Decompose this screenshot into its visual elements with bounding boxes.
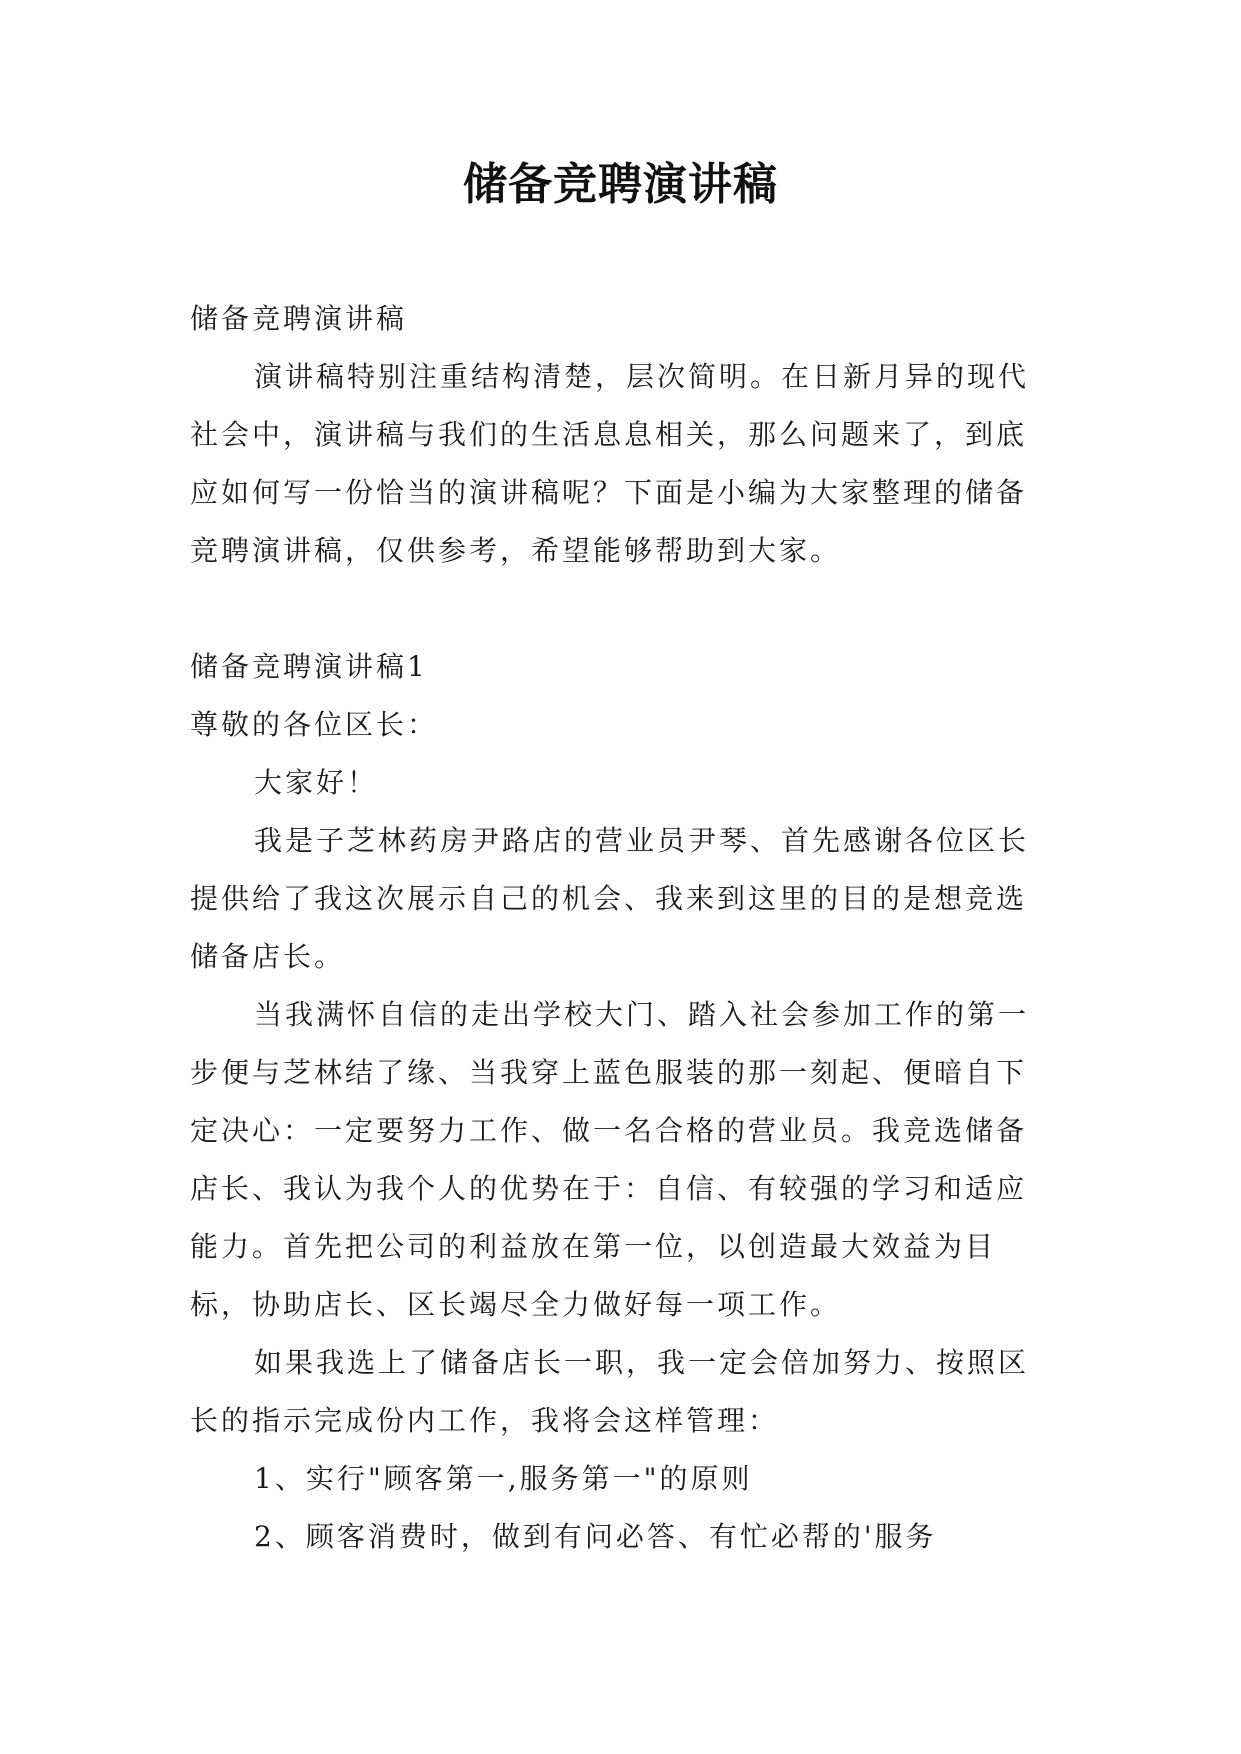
section-heading: 储备竞聘演讲稿1 bbox=[190, 650, 428, 683]
paragraph-spacer bbox=[190, 580, 1050, 638]
greeting: 大家好！ bbox=[254, 766, 379, 799]
intro-paragraph: 演讲稿特别注重结构清楚，层次简明。在日新月异的现代社会中，演讲稿与我们的生活息息相关，那么问题来了，到底应如何写一份恰当的演讲稿呢？下面是小编为大家整理的储备竞聘演讲稿，仅供参考，希望能够帮助到大家。 bbox=[190, 360, 1030, 567]
salutation: 尊敬的各位区长： bbox=[190, 708, 439, 741]
document-subtitle: 储备竞聘演讲稿 bbox=[190, 302, 408, 335]
body-paragraph: 我是子芝林药房尹路店的营业员尹琴、首先感谢各位区长提供给了我这次展示自己的机会、我来到这里的目的是想竞选储备店长。 bbox=[190, 824, 1030, 973]
body-paragraph: 如果我选上了储备店长一职，我一定会倍加努力、按照区长的指示完成份内工作，我将会这样管理： bbox=[190, 1346, 1030, 1437]
list-item: 1、实行"顾客第一,服务第一"的原则 bbox=[254, 1462, 753, 1495]
document-body bbox=[190, 290, 1050, 1566]
list-item: 2、顾客消费时，做到有问必答、有忙必帮的'服务 bbox=[254, 1520, 937, 1553]
body-paragraph: 当我满怀自信的走出学校大门、踏入社会参加工作的第一步便与芝林结了缘、当我穿上蓝色服装的那一刻起、便暗自下定决心：一定要努力工作、做一名合格的营业员。我竞选储备店长、我认为我个人的优势在于：自信、有较强的学习和适应能力。首先把公司的利益放在第一位，以创造最大效益为目标，协助店长、区长竭尽全力做好每一项工作。 bbox=[190, 998, 1030, 1321]
document-title: 储备竞聘演讲稿 bbox=[463, 159, 778, 210]
